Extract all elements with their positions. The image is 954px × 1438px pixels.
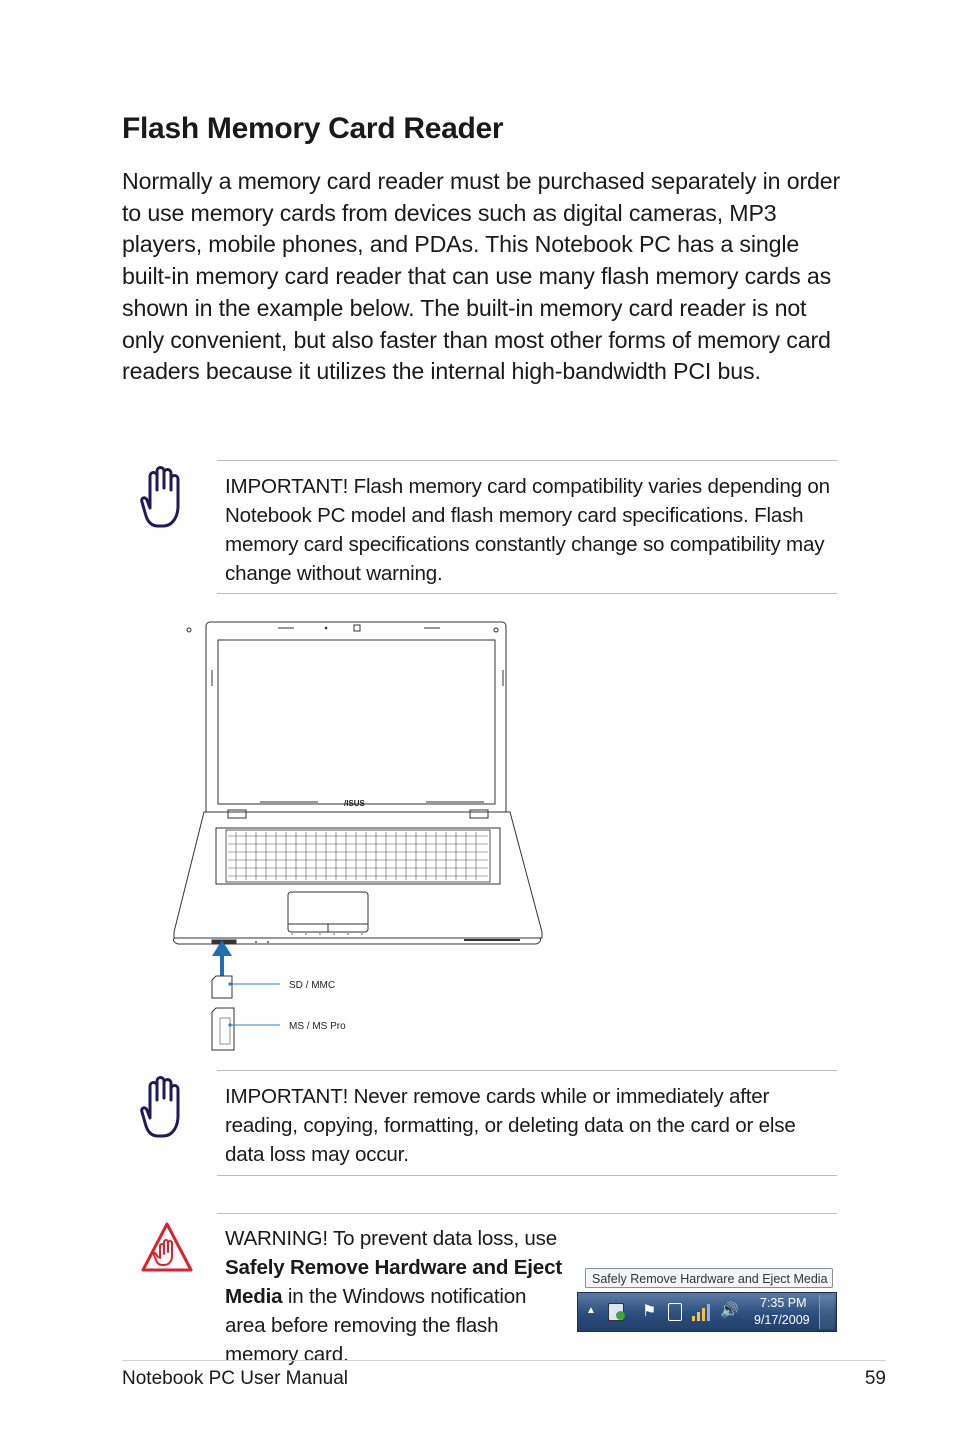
checkmark-badge-icon (616, 1311, 625, 1320)
sd-mmc-label: SD / MMC (289, 980, 336, 991)
show-desktop-button[interactable] (819, 1295, 834, 1329)
insert-arrow-icon (212, 940, 232, 976)
hand-stop-icon (140, 1076, 188, 1142)
divider (217, 460, 837, 461)
sd-card-icon (212, 976, 232, 998)
warning-note (225, 1224, 565, 1369)
footer-divider (122, 1360, 886, 1361)
warning-suffix: in the Windows notification area before removing the flash memory card. (225, 1285, 527, 1366)
ms-pro-label: MS / MS Pro (289, 1021, 346, 1032)
notebook-card-reader-illustration (168, 614, 548, 1058)
network-signal-icon[interactable] (692, 1301, 712, 1321)
safely-remove-tooltip[interactable]: Safely Remove Hardware and Eject Media (585, 1268, 833, 1288)
divider (217, 593, 837, 594)
divider (217, 1175, 837, 1176)
clock-time[interactable]: 7:35 PM (760, 1296, 807, 1310)
taskbar (577, 1292, 837, 1332)
hand-stop-icon (140, 466, 188, 532)
flag-icon[interactable]: ⚑ (642, 1303, 657, 1320)
warning-prefix: WARNING! To prevent data loss, use (225, 1227, 557, 1250)
important-note-removal: IMPORTANT! Never remove cards while or immediately after reading, copying, formatting, or deleting data on the card or else data loss may occur. (225, 1085, 796, 1166)
important-note-compatibility: IMPORTANT! Flash memory card compatibility varies depending on Notebook PC model and flash memory card specifications. Flash memory card specifications constantly change so compatibility may change without warning. (225, 475, 830, 585)
page-number: 59 (864, 1368, 886, 1389)
device-icon[interactable] (668, 1303, 682, 1321)
safely-remove-hardware-term: Safely Remove Hardware and Eject Media (225, 1256, 562, 1308)
page-title: Flash Memory Card Reader (122, 112, 504, 145)
divider (217, 1070, 837, 1071)
brand-logo: /ISUS (344, 799, 365, 808)
divider (217, 1213, 837, 1214)
volume-icon[interactable]: 🔊 (720, 1302, 739, 1319)
intro-paragraph: Normally a memory card reader must be purchased separately in order to use memory cards from devices such as digital cameras, MP3 players, mobile phones, and PDAs. This Notebook PC has a single built-in memory card reader that can use many flash memory cards as shown in the example below. The built-in memory card reader is not only convenient, but also faster than most other forms of memory card readers because it utilizes the internal high-bandwidth PCI bus. (122, 168, 841, 385)
show-hidden-icons-icon[interactable]: ▲ (586, 1305, 596, 1316)
windows-tray-screenshot (577, 1268, 837, 1332)
footer-manual-title: Notebook PC User Manual (122, 1368, 348, 1389)
clock-date[interactable]: 9/17/2009 (754, 1313, 810, 1327)
warning-hand-icon (140, 1220, 194, 1278)
